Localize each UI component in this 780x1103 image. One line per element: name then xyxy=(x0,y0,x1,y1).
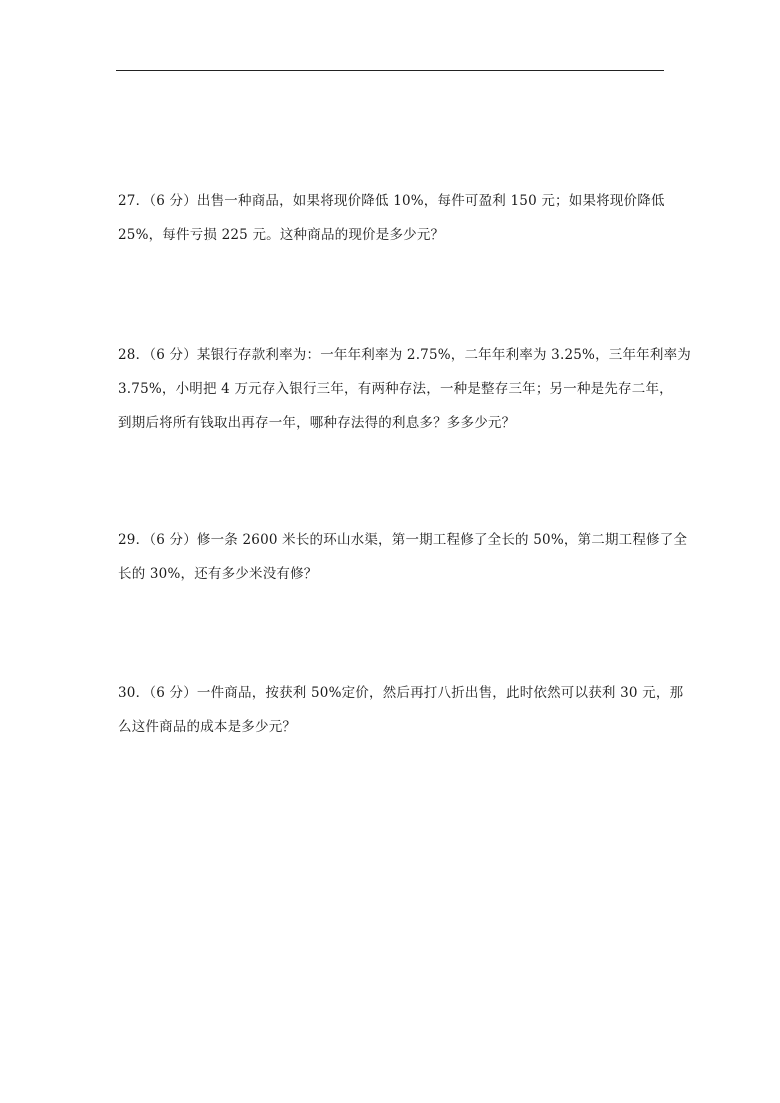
question-28 xyxy=(118,338,691,440)
question-line: 3.75%，小明把 4 万元存入银行三年，有两种存法，一种是整存三年；另一种是先存二年， xyxy=(118,381,673,397)
question-line: 30．（6 分）一件商品，按获利 50%定价，然后再打八折出售，此时依然可以获利 30 元，那 xyxy=(118,685,684,701)
header-rule xyxy=(116,70,664,71)
question-30 xyxy=(118,676,684,744)
question-line: 么这件商品的成本是多少元？ xyxy=(118,719,297,735)
question-line: 25%，每件亏损 225 元。这种商品的现价是多少元？ xyxy=(118,227,445,243)
question-line: 29．（6 分）修一条 2600 米长的环山水渠，第一期工程修了全长的 50%，第二期工程修了全 xyxy=(118,532,688,548)
question-line: 到期后将所有钱取出再存一年，哪种存法得的利息多？多多少元？ xyxy=(118,415,516,431)
question-27 xyxy=(118,184,666,252)
question-line: 长的 30%，还有多少米没有修？ xyxy=(118,566,318,582)
question-29 xyxy=(118,523,688,591)
question-line: 27．（6 分）出售一种商品，如果将现价降低 10%，每件可盈利 150 元；如果将现价降低 xyxy=(118,193,665,209)
question-line: 28．（6 分）某银行存款利率为：一年年利率为 2.75%，二年年利率为 3.25%，三年年利率为 xyxy=(118,347,691,363)
